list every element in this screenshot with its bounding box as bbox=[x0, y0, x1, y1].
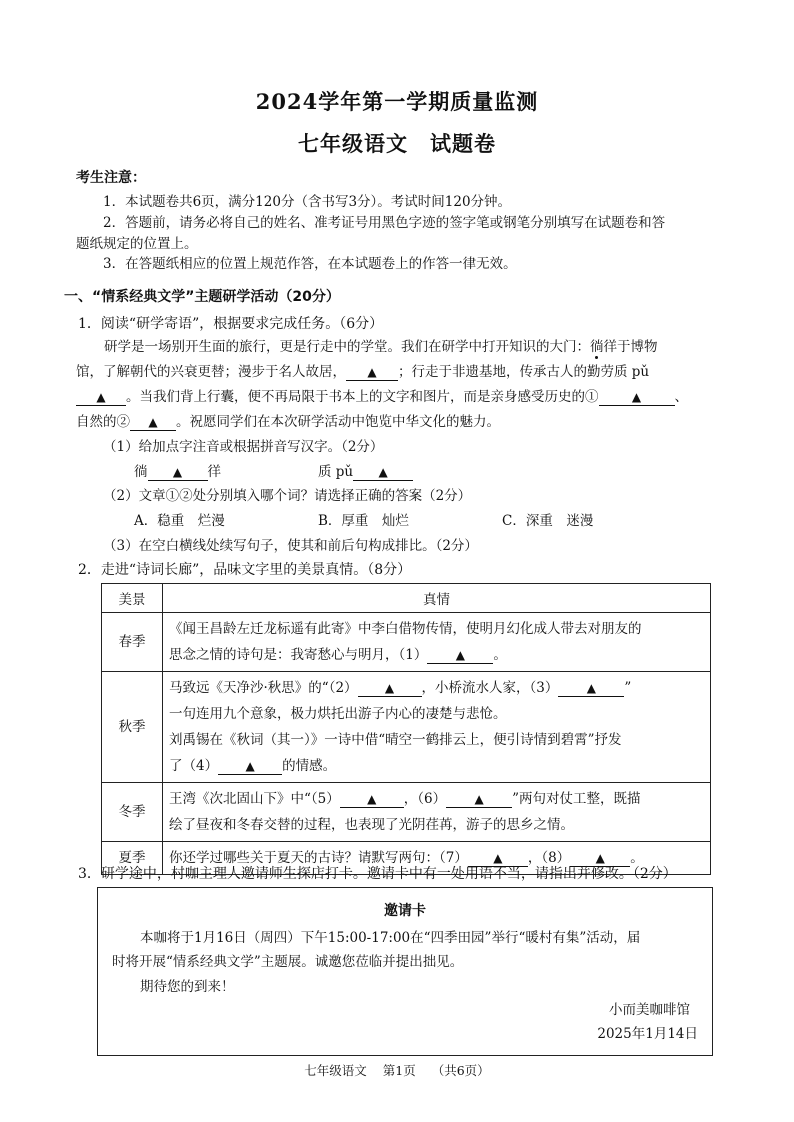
invitation-card bbox=[97, 887, 713, 1056]
summer-content: 你还学过哪些关于夏天的古诗？请默写两句：（7） ▲ ，（8） ▲ 。 bbox=[163, 842, 711, 875]
autumn-content: 马致远《天净沙·秋思》的“（2） ▲ ，小桥流水人家，（3） ▲ ” 一句连用九个意象，极力烘托出游子内心的凄楚与悲怆。 刘禹锡在《秋词（其一）》一诗中借“晴空一鹤排云上，便引诗情到碧霄”抒发 了（4） ▲ 的情感。 bbox=[163, 672, 711, 783]
exam-title: 2024学年第一学期质量监测 bbox=[255, 89, 539, 114]
footer-page: 第1页 bbox=[382, 1063, 416, 1078]
blank-pinyin[interactable]: ▲ bbox=[148, 464, 208, 481]
table-row-spring bbox=[102, 613, 711, 672]
invitation-title: 邀请卡 bbox=[384, 903, 426, 919]
header-feeling: 真情 bbox=[163, 584, 711, 613]
blank-poem-7[interactable]: ▲ bbox=[468, 850, 528, 867]
question-3-stem: 3．研学途中，村咖主理人邀请师生探店打卡。邀请卡中有一处用语不当，请指出并修改。（2分） bbox=[78, 866, 677, 882]
invitation-line-1: 本咖将于1月16日（周四）下午15:00-17:00在“四季田园”举行“暖村有集”活动，届 bbox=[140, 930, 641, 946]
blank-sentence[interactable]: ▲ bbox=[346, 364, 398, 381]
notice-heading: 考生注意： bbox=[76, 170, 146, 186]
blank-poem-3[interactable]: ▲ bbox=[558, 680, 624, 697]
question-1-stem: 1．阅读“研学寄语”，根据要求完成任务。（6分） bbox=[78, 316, 384, 332]
passage-line-3: ▲ 。当我们背上行囊，便不再局限于书本上的文字和图片，而是亲身感受历史的① ▲ 、 bbox=[76, 385, 688, 406]
question-2-stem: 2．走进“诗词长廊”，品味文字里的美景真情。（8分） bbox=[78, 562, 412, 578]
invitation-signature: 小而美咖啡馆 bbox=[609, 1002, 690, 1018]
season-summer: 夏季 bbox=[102, 842, 163, 875]
passage-line-1: 研学是一场别开生面的旅行，更是行走中的学堂。我们在研学中打开知识的大门：徜徉于博物 bbox=[104, 339, 658, 355]
option-a[interactable]: A．稳重 烂漫 bbox=[134, 513, 225, 529]
page-footer bbox=[0, 1061, 794, 1079]
sub1-answer-b: 质 pǔ ▲ bbox=[318, 460, 413, 481]
notice-item-2: 2．答题前，请务必将自己的姓名、准考证号用黑色字迹的签字笔或钢笔分别填写在试题卷和答 bbox=[103, 215, 666, 231]
blank-poem-4[interactable]: ▲ bbox=[218, 758, 282, 775]
blank-poem-8[interactable]: ▲ bbox=[570, 850, 630, 867]
invitation-line-2: 时将开展“情系经典文学”主题展。诚邀您莅临并提出拙见。 bbox=[112, 954, 464, 970]
blank-poem-1[interactable]: ▲ bbox=[427, 647, 493, 664]
header-scenery: 美景 bbox=[102, 584, 163, 613]
blank-1[interactable]: ▲ bbox=[599, 389, 675, 406]
exam-subtitle: 七年级语文 试题卷 bbox=[298, 131, 496, 156]
blank-poem-6[interactable]: ▲ bbox=[446, 791, 512, 808]
blank-poem-2[interactable]: ▲ bbox=[358, 680, 422, 697]
subquestion-2: （2）文章①②处分别填入哪个词？请选择正确的答案（2分） bbox=[103, 488, 472, 504]
passage-line-2: 馆，了解朝代的兴衰更替；漫步于名人故居， ▲ ；行走于非遗基地，传承古人的勤劳质 pǔ bbox=[76, 364, 650, 380]
invitation-date: 2025年1月14日 bbox=[597, 1026, 698, 1042]
notice-item-1: 1．本试题卷共6页，满分120分（含书写3分）。考试时间120分钟。 bbox=[103, 194, 512, 210]
dotted-char: 徜 bbox=[590, 339, 604, 355]
blank-2[interactable]: ▲ bbox=[130, 414, 176, 431]
section-1-heading: 一、“情系经典文学”主题研学活动（20分） bbox=[64, 289, 340, 305]
blank-poem-5[interactable]: ▲ bbox=[340, 791, 404, 808]
footer-total: （共6页） bbox=[431, 1063, 490, 1078]
table-header-row bbox=[102, 584, 711, 613]
blank-hanzi[interactable]: ▲ bbox=[353, 464, 413, 481]
option-c[interactable]: C．深重 迷漫 bbox=[502, 513, 594, 529]
season-winter: 冬季 bbox=[102, 783, 163, 842]
option-b[interactable]: B．厚重 灿烂 bbox=[318, 513, 409, 529]
season-autumn: 秋季 bbox=[102, 672, 163, 783]
poem-table bbox=[101, 583, 711, 875]
spring-content: 《闻王昌龄左迁龙标遥有此寄》中李白借物传情，使明月幻化成人带去对朋友的 思念之情的诗句是：我寄愁心与明月，（1） ▲ 。 bbox=[163, 613, 711, 672]
blank-pu[interactable]: ▲ bbox=[76, 389, 126, 406]
sub1-answer-a: 徜 ▲ 徉 bbox=[134, 464, 221, 480]
subquestion-3: （3）在空白横线处续写句子，使其和前后句构成排比。（2分） bbox=[103, 538, 478, 554]
notice-item-2-cont: 题纸规定的位置上。 bbox=[76, 236, 198, 252]
passage-line-4: 自然的② ▲ 。祝愿同学们在本次研学活动中饱览中华文化的魅力。 bbox=[76, 414, 500, 430]
table-row-autumn bbox=[102, 672, 711, 783]
table-row-winter bbox=[102, 783, 711, 842]
season-spring: 春季 bbox=[102, 613, 163, 672]
subquestion-1: （1）给加点字注音或根据拼音写汉字。（2分） bbox=[103, 439, 384, 455]
winter-content: 王湾《次北固山下》中“（5） ▲ ，（6） ▲ ”两句对仗工整，既描 绘了昼夜和冬春交替的过程，也表现了光阴荏苒，游子的思乡之情。 bbox=[163, 783, 711, 842]
notice-item-3: 3．在答题纸相应的位置上规范作答，在本试题卷上的作答一律无效。 bbox=[103, 256, 517, 272]
footer-subject: 七年级语文 bbox=[304, 1063, 367, 1078]
invitation-line-3: 期待您的到来！ bbox=[140, 979, 235, 995]
